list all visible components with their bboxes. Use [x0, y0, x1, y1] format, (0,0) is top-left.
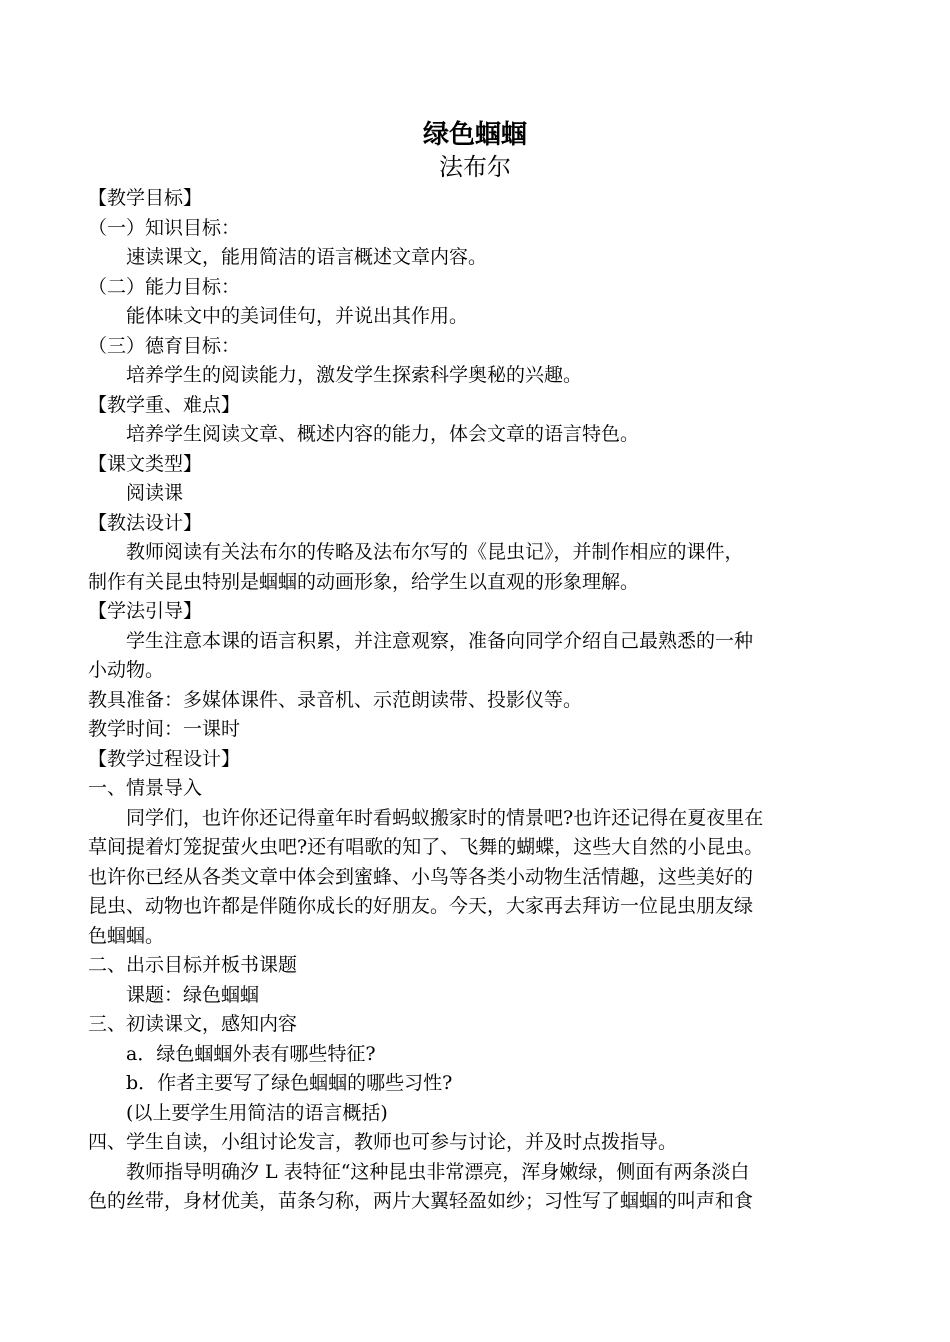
section-heading-lesson-type: 【课文类型】: [88, 452, 203, 475]
goal-moral-heading: （三）德育目标：: [88, 334, 241, 357]
question-a: a．绿色蝈蝈外表有哪些特征?: [126, 1042, 376, 1065]
intro-paragraph-line-2: 草间提着灯笼捉萤火虫吧?还有唱歌的知了、飞舞的蝴蝶，这些大自然的小昆虫。: [88, 836, 764, 858]
teaching-method-line-2: 制作有关昆虫特别是蝈蝈的动画形象，给学生以直观的形象理解。: [88, 570, 640, 593]
teaching-tools: 教具准备：多媒体课件、录音机、示范朗读带、投影仪等。: [88, 688, 583, 711]
step-1-heading: 一、情景导入: [88, 777, 203, 799]
section-heading-goals: 【教学目标】: [88, 187, 203, 209]
section-heading-study-guide: 【学法引导】: [88, 600, 203, 622]
key-points-text: 培养学生阅读文章、概述内容的能力，体会文章的语言特色。: [126, 423, 640, 445]
lesson-topic: 课题：绿色蝈蝈: [126, 983, 260, 1006]
goal-moral-text: 培养学生的阅读能力，激发学生探索科学奥秘的兴趣。: [126, 364, 583, 386]
section-heading-key-points: 【教学重、难点】: [88, 393, 241, 416]
guidance-line-2: 色的丝带，身材优美，苗条匀称，两片大翼轻盈如纱；习性写了蝈蝈的叫声和食: [88, 1190, 754, 1212]
document-author: 法布尔: [439, 153, 511, 181]
intro-paragraph-line-3: 也许你已经从各类文章中体会到蜜蜂、小鸟等各类小动物生活情趣，这些美好的: [88, 865, 754, 888]
document-page: [88, 118, 862, 1217]
goal-ability-text: 能体味文中的美词佳句，并说出其作用。: [126, 305, 469, 327]
question-note: (以上要学生用简洁的语言概括): [126, 1101, 388, 1124]
step-3-heading: 三、初读课文，感知内容: [88, 1013, 298, 1035]
teaching-method-line-1: 教师阅读有关法布尔的传略及法布尔写的《昆虫记》，并制作相应的课件，: [126, 541, 744, 563]
document-title: 绿色蝈蝈: [422, 120, 527, 150]
study-guide-line-1: 学生注意本课的语言积累，并注意观察，准备向同学介绍自己最熟悉的一种: [126, 629, 754, 652]
step-4-heading: 四、学生自读，小组讨论发言，教师也可参与讨论，并及时点拨指导。: [88, 1131, 678, 1153]
section-heading-teaching-method: 【教法设计】: [88, 511, 203, 534]
question-b: b．作者主要写了绿色蝈蝈的哪些习性?: [126, 1072, 453, 1094]
goal-ability-heading: （二）能力目标：: [88, 275, 241, 298]
section-heading-process: 【教学过程设计】: [88, 747, 241, 770]
goal-knowledge-text: 速读课文，能用简洁的语言概述文章内容。: [126, 246, 488, 268]
intro-paragraph-line-5: 色蝈蝈。: [88, 924, 165, 947]
intro-paragraph-line-1: 同学们，也许你还记得童年时看蚂蚁搬家时的情景吧?也许还记得在夏夜里在: [126, 806, 764, 829]
step-2-heading: 二、出示目标并板书课题: [88, 954, 298, 976]
lesson-type-text: 阅读课: [126, 482, 184, 504]
goal-knowledge-heading: （一）知识目标：: [88, 216, 241, 239]
guidance-line-1: 教师指导明确汐 L 表特征“这种昆虫非常漂亮，浑身嫩绿，侧面有两条淡白: [126, 1160, 750, 1183]
teaching-time: 教学时间：一课时: [88, 718, 241, 740]
study-guide-line-2: 小动物。: [88, 659, 165, 681]
intro-paragraph-line-4: 昆虫、动物也许都是伴随你成长的好朋友。今天，大家再去拜访一位昆虫朋友绿: [88, 895, 754, 917]
